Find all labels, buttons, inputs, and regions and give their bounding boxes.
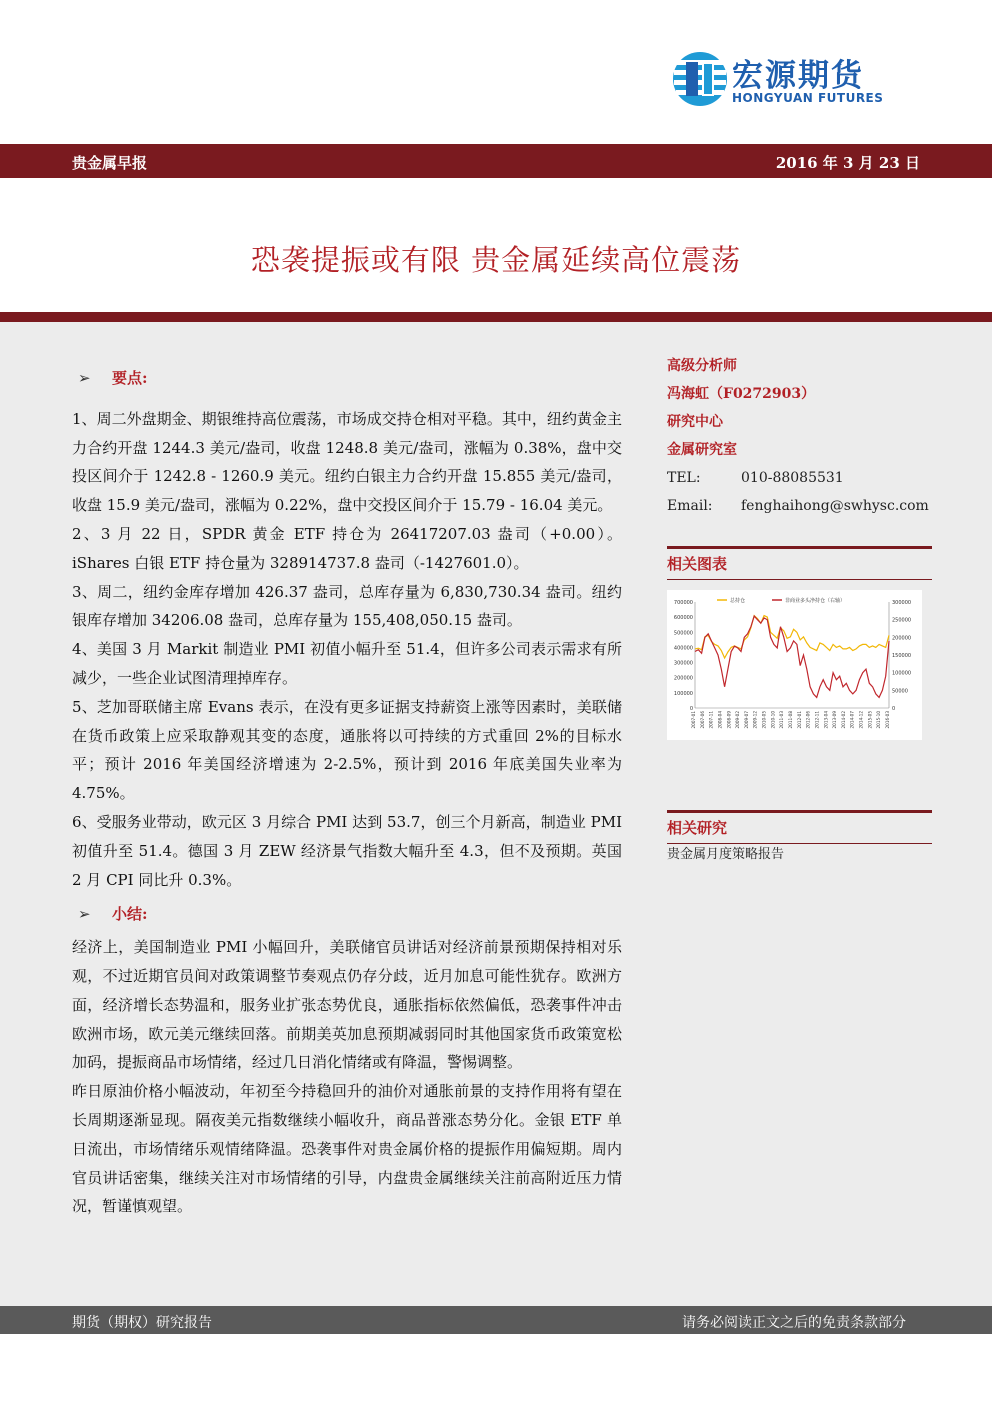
summary-paragraph-2: 昨日原油价格小幅波动，年初至今持稳回升的油价对通胀前景的支持作用将有望在长周期逐渐显现。隔夜美元指数继续小幅收升，商品普涨态势分化。金银 ETF 单日流出，市场情绪乐观情绪降温。恐袭事件对贵金属价格的提振作用偏短期。周内官员讲话密集，继续关注对市场情绪的引导，内盘贵金属继续关注前高附近压力情况，暂谨慎观望。 (72, 1082, 622, 1216)
y-left-tick-label: 300000 (673, 660, 693, 667)
position-chart (667, 590, 922, 740)
tel-value: 010-88085531 (741, 470, 844, 486)
tel-row (667, 464, 935, 492)
y-left-tick-label: 400000 (673, 645, 693, 652)
key-point-3: 3、周二，纽约金库存增加 426.37 盎司，总库存量为 6,830,730.34 盎司。纽约银库存增加 34206.08 盎司，总库存量为 155,408,050.15 盎司。 (72, 582, 622, 630)
footer-disclaimer-link[interactable]: 请务必阅读正文之后的免责条款部分 (682, 1315, 906, 1331)
report-date: 2016 年 3 月 23 日 (775, 154, 920, 172)
department-metals: 金属研究室 (667, 442, 737, 458)
email-value[interactable]: fenghaihong@swhysc.com (741, 498, 929, 514)
x-tick-label: 2007-11 (708, 711, 714, 729)
x-tick-label: 2008-09 (726, 711, 732, 729)
footer-bar (0, 1306, 992, 1334)
x-tick-label: 2011-08 (788, 711, 793, 729)
department-research-center: 研究中心 (667, 414, 723, 430)
summary-paragraph-1: 经济上，美国制造业 PMI 小幅回升，美联储官员讲话对经济前景预期保持相对乐观，不过近期官员间对政策调整节奏观点仍存分歧，近月加息可能性犹存。欧洲方面，经济增长态势温和，服务业扩张态势优良，通胀指标依然偏低，恐袭事件冲击欧洲市场，欧元美元继续回落。前期美英加息预期减弱同时其他国家货币政策宽松加码，提振商品市场情绪，经过几日消化情绪或有降温，警惕调整。 (72, 938, 622, 1072)
x-tick-label: 2014-12 (858, 711, 864, 729)
x-tick-label: 2009-07 (743, 711, 749, 729)
logo-english-name: HONGYUAN FUTURES (732, 91, 884, 105)
x-tick-label: 2009-12 (752, 711, 758, 729)
company-logo (672, 46, 922, 116)
x-tick-label: 2013-09 (832, 711, 838, 729)
related-research-heading: 相关研究 (667, 810, 932, 838)
main-content (72, 364, 622, 1221)
related-charts-heading: 相关图表 (667, 546, 932, 574)
y-right-tick-label: 300000 (892, 600, 912, 606)
key-point-5: 5、芝加哥联储主席 Evans 表示，在没有更多证据支持薪资上涨等因素时，美联储在货币政策上应采取静观其变的态度，通胀将以可持续的方式重回 2%的目标水平；预计 2016 年美国经济增速为 2-2.5%，预计到 2016 年底美国失业率为 4.75%。 (72, 697, 622, 803)
y-right-tick-label: 200000 (892, 635, 912, 642)
x-tick-label: 2013-04 (823, 711, 829, 729)
page-title: 恐袭提振或有限 贵金属延续高位震荡 (250, 243, 742, 277)
header-bar (0, 144, 992, 178)
legend-label-net-long: 非商业多头净持仓（右轴） (785, 598, 846, 604)
title-divider (0, 312, 992, 322)
y-left-tick-label: 200000 (673, 675, 693, 682)
y-right-tick-label: 50000 (892, 688, 908, 695)
arrow-bullet-icon: ➢ (78, 905, 91, 924)
x-tick-label: 2012-06 (805, 711, 811, 729)
x-tick-label: 2016-03 (885, 711, 890, 729)
x-tick-label: 2012-01 (796, 711, 802, 729)
y-left-tick-label: 500000 (673, 630, 693, 637)
y-right-tick-label: 150000 (892, 653, 912, 659)
key-points-heading: ➢ 要点: (72, 364, 622, 393)
email-label: Email: (667, 498, 713, 514)
key-point-2: 2、3 月 22 日，SPDR 黄金 ETF 持仓为 26417207.03 盎司（+0.00）。iShares 白银 ETF 持仓量为 328914737.8 盎司（-1427601.0）。 (72, 524, 622, 572)
key-point-1: 1、周二外盘期金、期银维持高位震荡，市场成交持仓相对平稳。其中，纽约黄金主力合约开盘 1244.3 美元/盎司，收盘 1248.8 美元/盎司，涨幅为 0.38%，盘中交投区间介于 1242.8 - 1260.9 美元。纽约白银主力合约开盘 15.855 美元/盎司，收盘 15.9 美元/盎司，涨幅为 0.22%，盘中交投区间介于 15.79 - 16.04 美元。 (72, 409, 622, 515)
footer-left-text: 期货（期权）研究报告 (72, 1315, 212, 1331)
x-tick-label: 2010-10 (770, 711, 776, 729)
y-left-tick-label: 100000 (673, 690, 693, 697)
related-research-item[interactable]: 贵金属月度策略报告 (667, 847, 785, 862)
y-right-tick-label: 0 (892, 706, 896, 712)
tel-label: TEL: (667, 470, 701, 486)
y-left-tick-label: 600000 (673, 615, 693, 622)
x-tick-label: 2014-07 (849, 711, 855, 729)
logo-chinese-name: 宏源期货 (732, 58, 864, 94)
x-tick-label: 2015-10 (876, 711, 882, 729)
email-row (667, 492, 935, 520)
y-left-tick-label: 0 (689, 706, 693, 712)
x-tick-label: 2015-05 (867, 711, 873, 729)
x-tick-label: 2007-06 (699, 711, 705, 729)
summary-heading: ➢ 小结: (72, 900, 622, 929)
x-tick-label: 2011-03 (779, 711, 785, 729)
x-tick-label: 2008-04 (717, 711, 723, 729)
x-tick-label: 2009-02 (735, 711, 741, 729)
arrow-bullet-icon: ➢ (78, 369, 91, 387)
x-tick-label: 2012-11 (814, 711, 820, 729)
report-type: 贵金属早报 (72, 154, 148, 172)
analyst-name: 冯海虹（F0272903） (667, 386, 816, 402)
key-point-4: 4、美国 3 月 Markit 制造业 PMI 初值小幅升至 51.4，但许多公司表示需求有所减少，一些企业试图清理掉库存。 (72, 640, 622, 687)
y-left-tick-label: 700000 (673, 600, 693, 606)
y-right-tick-label: 250000 (892, 617, 912, 624)
legend-label-total: 总持仓 (730, 598, 746, 604)
series-total-position (695, 616, 889, 658)
logo-mark-icon (672, 48, 728, 110)
analyst-info (667, 352, 935, 520)
analyst-title: 高级分析师 (667, 358, 737, 374)
x-tick-label: 2007-01 (691, 711, 696, 729)
y-right-tick-label: 100000 (892, 670, 912, 677)
x-tick-label: 2014-02 (840, 711, 846, 729)
chart-container (667, 590, 922, 740)
x-tick-label: 2010-05 (761, 711, 767, 729)
key-point-6: 6、受服务业带动，欧元区 3 月综合 PMI 达到 53.7，创三个月新高，制造业 PMI 初值升至 51.4。德国 3 月 ZEW 经济景气指数大幅升至 4.3，但不及预期。英国 2 月 CPI 同比升 0.3%。 (72, 812, 622, 889)
